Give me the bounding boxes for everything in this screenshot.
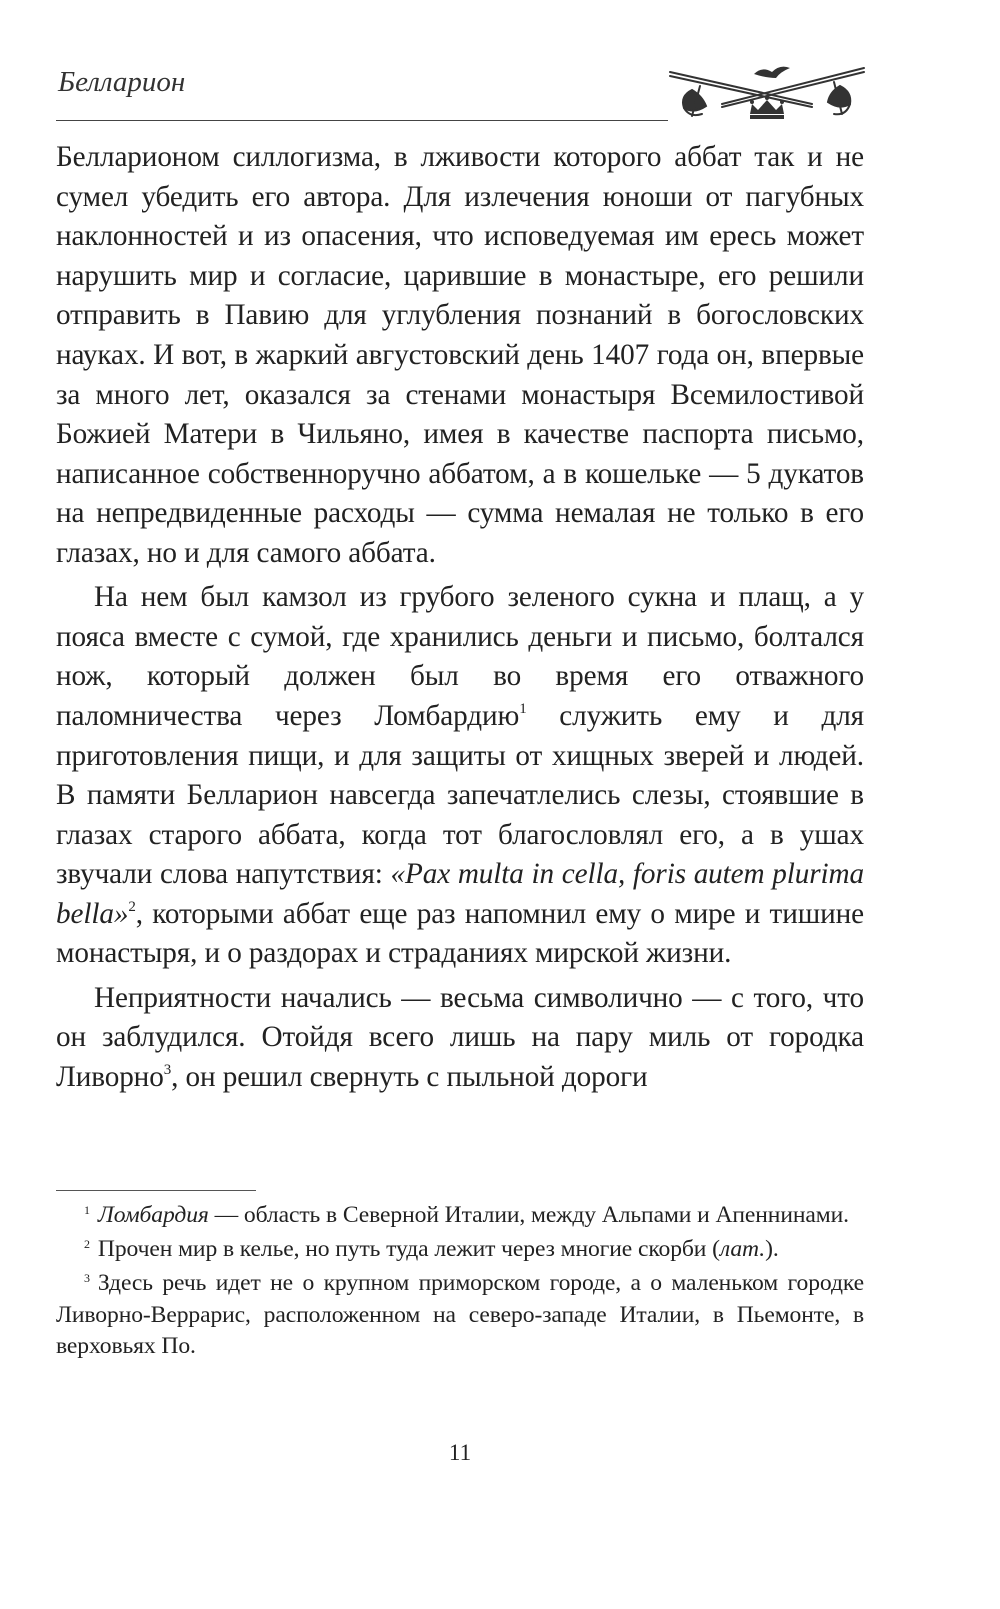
paragraph-continued [56, 138, 864, 574]
paragraph [56, 578, 864, 974]
footnote-ref[interactable]: 3 [163, 1061, 172, 1078]
footnote-term: Ломбардия [97, 1202, 209, 1228]
footnote-ref[interactable]: 1 [519, 700, 527, 717]
footnote [56, 1268, 864, 1362]
footnote [56, 1234, 864, 1265]
paragraph-text: , он решил свернуть с пыльной дороги [171, 1060, 648, 1093]
page-number: 11 [448, 1440, 472, 1465]
footnote-text: Прочен мир в келье, но путь туда лежит через многие скорби ( [97, 1236, 720, 1263]
header-rule [56, 120, 668, 121]
footnote-text: — область в Северной Италии, между Альпами и Апеннинами. [208, 1202, 849, 1228]
footnotes [56, 1200, 864, 1365]
footnote-number: 3 [84, 1271, 90, 1286]
footnote [56, 1200, 864, 1231]
footnote-text: ). [765, 1236, 779, 1263]
paragraph-text: служить ему и для приготовления пищи, и для защиты от хищных зверей и людей. В памяти Белларион навсегда запечатлелись слезы, стоявшие в глазах старого аббата, когда тот благословлял его, а в ушах звучали слова напутствия: [56, 699, 865, 891]
paragraph-text: Белларионом силлогизма, в лживости которого аббат так и не сумел убедить его автора. Для излечения юноши от пагубных наклонностей и из опасения, что исповедуемая им ересь может нарушить мир и согласие, царившие в монастыре, его решили отправить в Павию для углубления познаний в богословских науках. И вот, в жаркий августовский день 1407 года он, впервые за много лет, оказался за стенами монастыря Всемилостивой Божией Матери в Чильяно, имея в качестве паспорта письмо, написанное собственноручно аббатом, а в кошельке — 5 дукатов на непредвиденные расходы — сумма немалая не только в его глазах, но и для самого аббата. [56, 141, 864, 569]
crossed-swords-crown-emblem [662, 52, 872, 132]
paragraph-text: , которыми аббат еще раз напомнил ему о мире и тишине монастыря, и о раздорах и страданиях мирской жизни. [56, 897, 864, 970]
footnote-number: 2 [84, 1237, 90, 1252]
footnote-lang: лат. [719, 1236, 766, 1263]
footnote-rule [56, 1190, 256, 1191]
main-text [56, 138, 864, 1102]
paragraph-text: Неприятности начались — весьма символично — с того, что он заблудился. Отойдя всего лишь на пару миль от городка Ливорно [56, 981, 864, 1093]
footnote-number: 1 [84, 1203, 90, 1217]
latin-quote: «Pax multa in cella, foris autem plurima bella» [56, 858, 864, 930]
running-header-title: Белларион [58, 66, 186, 98]
paragraph [56, 979, 864, 1098]
footnote-text: Здесь речь идет не о крупном приморском городе, а о маленьком городке Ливорно-Веррарис, расположенном на северо-западе Италии, в Пьемонте, в верховьях По. [56, 1270, 864, 1359]
paragraph-text: На нем был камзол из грубого зеленого сукна и плащ, а у пояса вместе с сумой, где хранились деньги и письмо, болтался нож, который должен был во время его отважного паломничества через Ломбардию [56, 581, 864, 732]
footnote-ref[interactable]: 2 [128, 898, 136, 915]
